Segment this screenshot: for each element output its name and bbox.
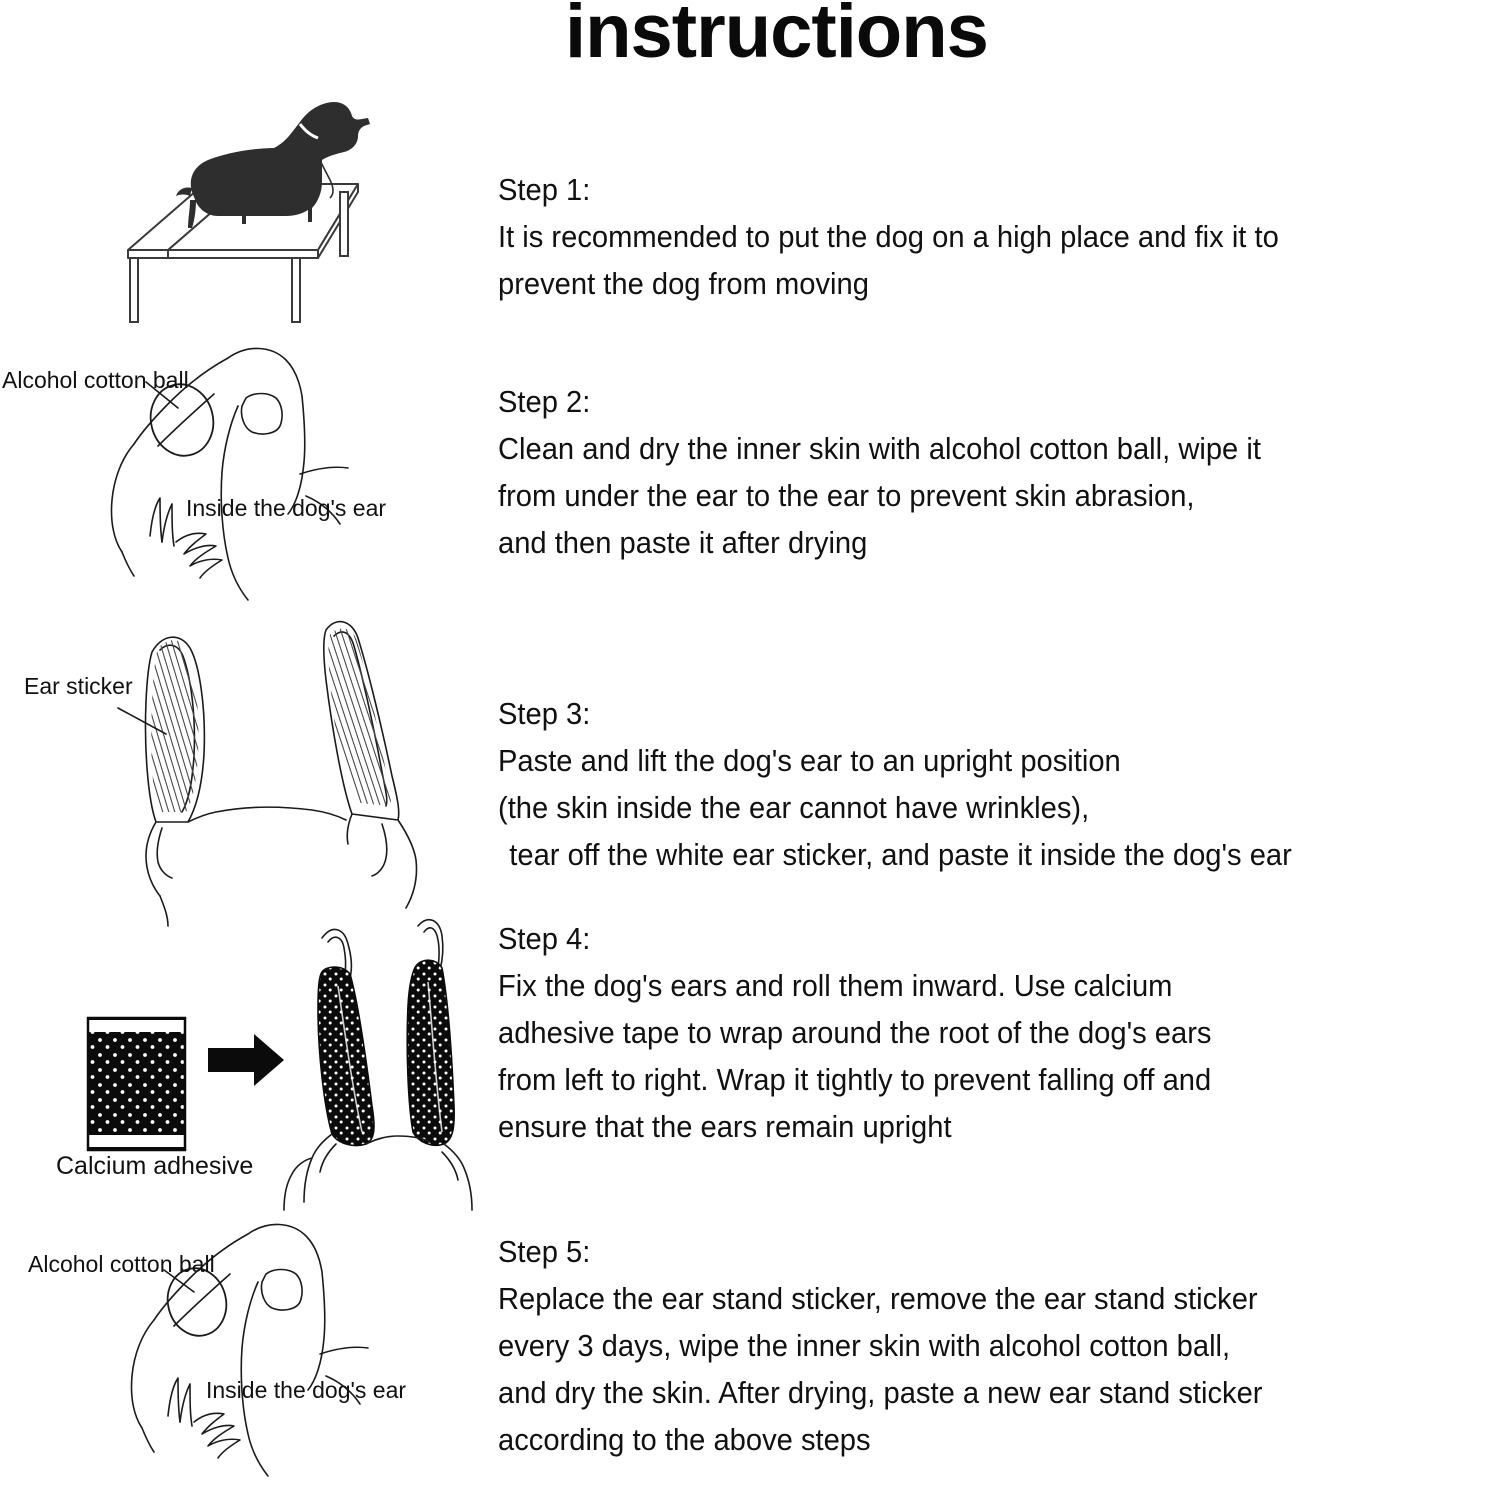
ear-sticker-leader-line — [118, 708, 166, 734]
step-5-line-1: Replace the ear stand sticker, remove the ear stand sticker — [498, 1281, 1258, 1316]
illustration-clean-inner-ear — [0, 336, 430, 624]
step-2-label: Step 2: — [498, 384, 591, 419]
step-3-label: Step 3: — [498, 696, 591, 731]
page-title: instructions — [565, 0, 988, 74]
dog-head-outline — [110, 616, 432, 926]
step-5-text — [498, 1228, 1438, 1463]
step-4-line-1: Fix the dog's ears and roll them inward. Use calcium — [498, 968, 1173, 1003]
step-2-line-2: from under the ear to the ear to prevent skin abrasion, — [498, 478, 1195, 513]
step-5-label: Step 5: — [498, 1234, 591, 1269]
arrow-right-icon — [208, 1034, 284, 1086]
step-3-line-1: Paste and lift the dog's ear to an upright position — [498, 743, 1121, 778]
step-4-line-2: adhesive tape to wrap around the root of the dog's ears — [498, 1015, 1212, 1050]
label-alcohol-cotton-ball: Alcohol cotton ball — [28, 1251, 215, 1277]
step-1-text — [498, 166, 1438, 307]
label-inside-the-dogs-ear: Inside the dog's ear — [206, 1377, 407, 1403]
step-3-line-2: (the skin inside the ear cannot have wrinkles), — [498, 790, 1090, 825]
step-1-line-2: prevent the dog from moving — [498, 266, 869, 301]
step-1-label: Step 1: — [498, 172, 591, 207]
label-ear-sticker: Ear sticker — [24, 673, 133, 699]
label-inside-the-dogs-ear: Inside the dog's ear — [186, 495, 387, 521]
step-2-line-1: Clean and dry the inner skin with alcohol cotton ball, wipe it — [498, 431, 1261, 466]
label-calcium-adhesive: Calcium adhesive — [56, 1152, 254, 1180]
illustration-clean-inner-ear-repeat — [0, 1210, 470, 1488]
step-4-label: Step 4: — [498, 921, 591, 956]
step-3-text — [498, 690, 1438, 878]
step-5-line-2: every 3 days, wipe the inner skin with alcohol cotton ball, — [498, 1328, 1231, 1363]
wrapped-ears-illustration — [284, 920, 472, 1210]
step-4-line-4: ensure that the ears remain upright — [498, 1109, 952, 1144]
calcium-adhesive-tape-roll — [88, 1018, 185, 1150]
step-4-text — [498, 915, 1438, 1150]
illustration-dog-on-table — [96, 62, 446, 342]
illustration-ear-stickers — [0, 596, 470, 936]
step-2-text — [498, 378, 1438, 566]
step-4-line-3: from left to right. Wrap it tightly to prevent falling off and — [498, 1062, 1212, 1097]
step-5-line-4: according to the above steps — [498, 1422, 871, 1457]
step-3-line-3: tear off the white ear sticker, and paste it inside the dog's ear — [509, 837, 1292, 872]
step-5-line-3: and dry the skin. After drying, paste a new ear stand sticker — [498, 1375, 1263, 1410]
label-alcohol-cotton-ball: Alcohol cotton ball — [2, 367, 189, 393]
step-2-line-3: and then paste it after drying — [498, 525, 868, 560]
step-1-line-1: It is recommended to put the dog on a high place and fix it to — [498, 219, 1279, 254]
